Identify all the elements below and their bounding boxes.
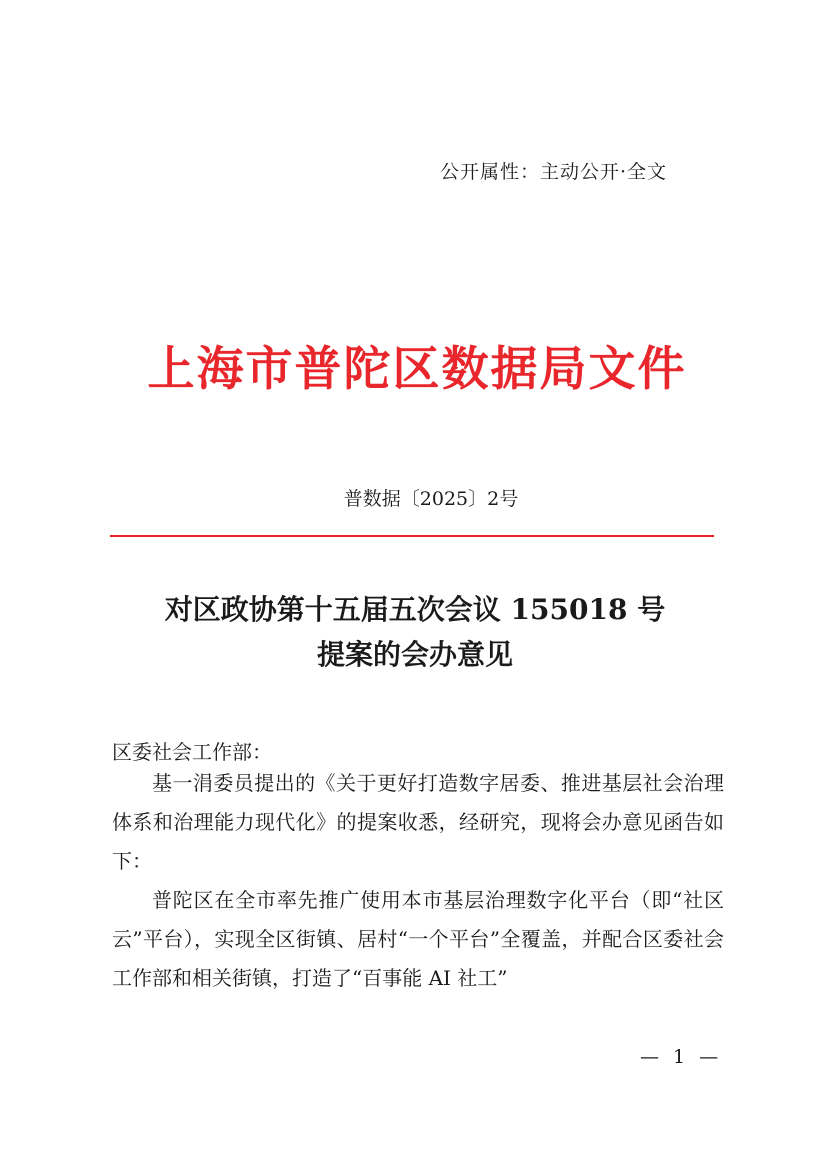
page-number: — 1 — (640, 1046, 723, 1068)
issuer-header: 上海市普陀区数据局文件 (147, 342, 687, 397)
disclosure-attribute: 公开属性：主动公开·全文 (440, 161, 668, 183)
document-title-line-1: 对区政协第十五届五次会议 155018 号 (164, 593, 666, 626)
document-number: 普数据〔2025〕2号 (343, 488, 519, 510)
red-divider-line (110, 535, 714, 537)
body-paragraph-1: 基一涓委员提出的《关于更好打造数字居委、推进基层社会治理体系和治理能力现代化》的提案收悉，经研究，现将会办意见函告如下： (112, 771, 724, 873)
salutation: 区委社会工作部： (112, 740, 272, 764)
body-paragraph-2: 普陀区在全市率先推广使用本市基层治理数字化平台（即“社区云”平台），实现全区街镇、居村“一个平台”全覆盖，并配合区委社会工作部和相关街镇，打造了“百事能 AI 社工” (112, 888, 724, 990)
document-title-line-2: 提案的会办意见 (316, 638, 513, 671)
